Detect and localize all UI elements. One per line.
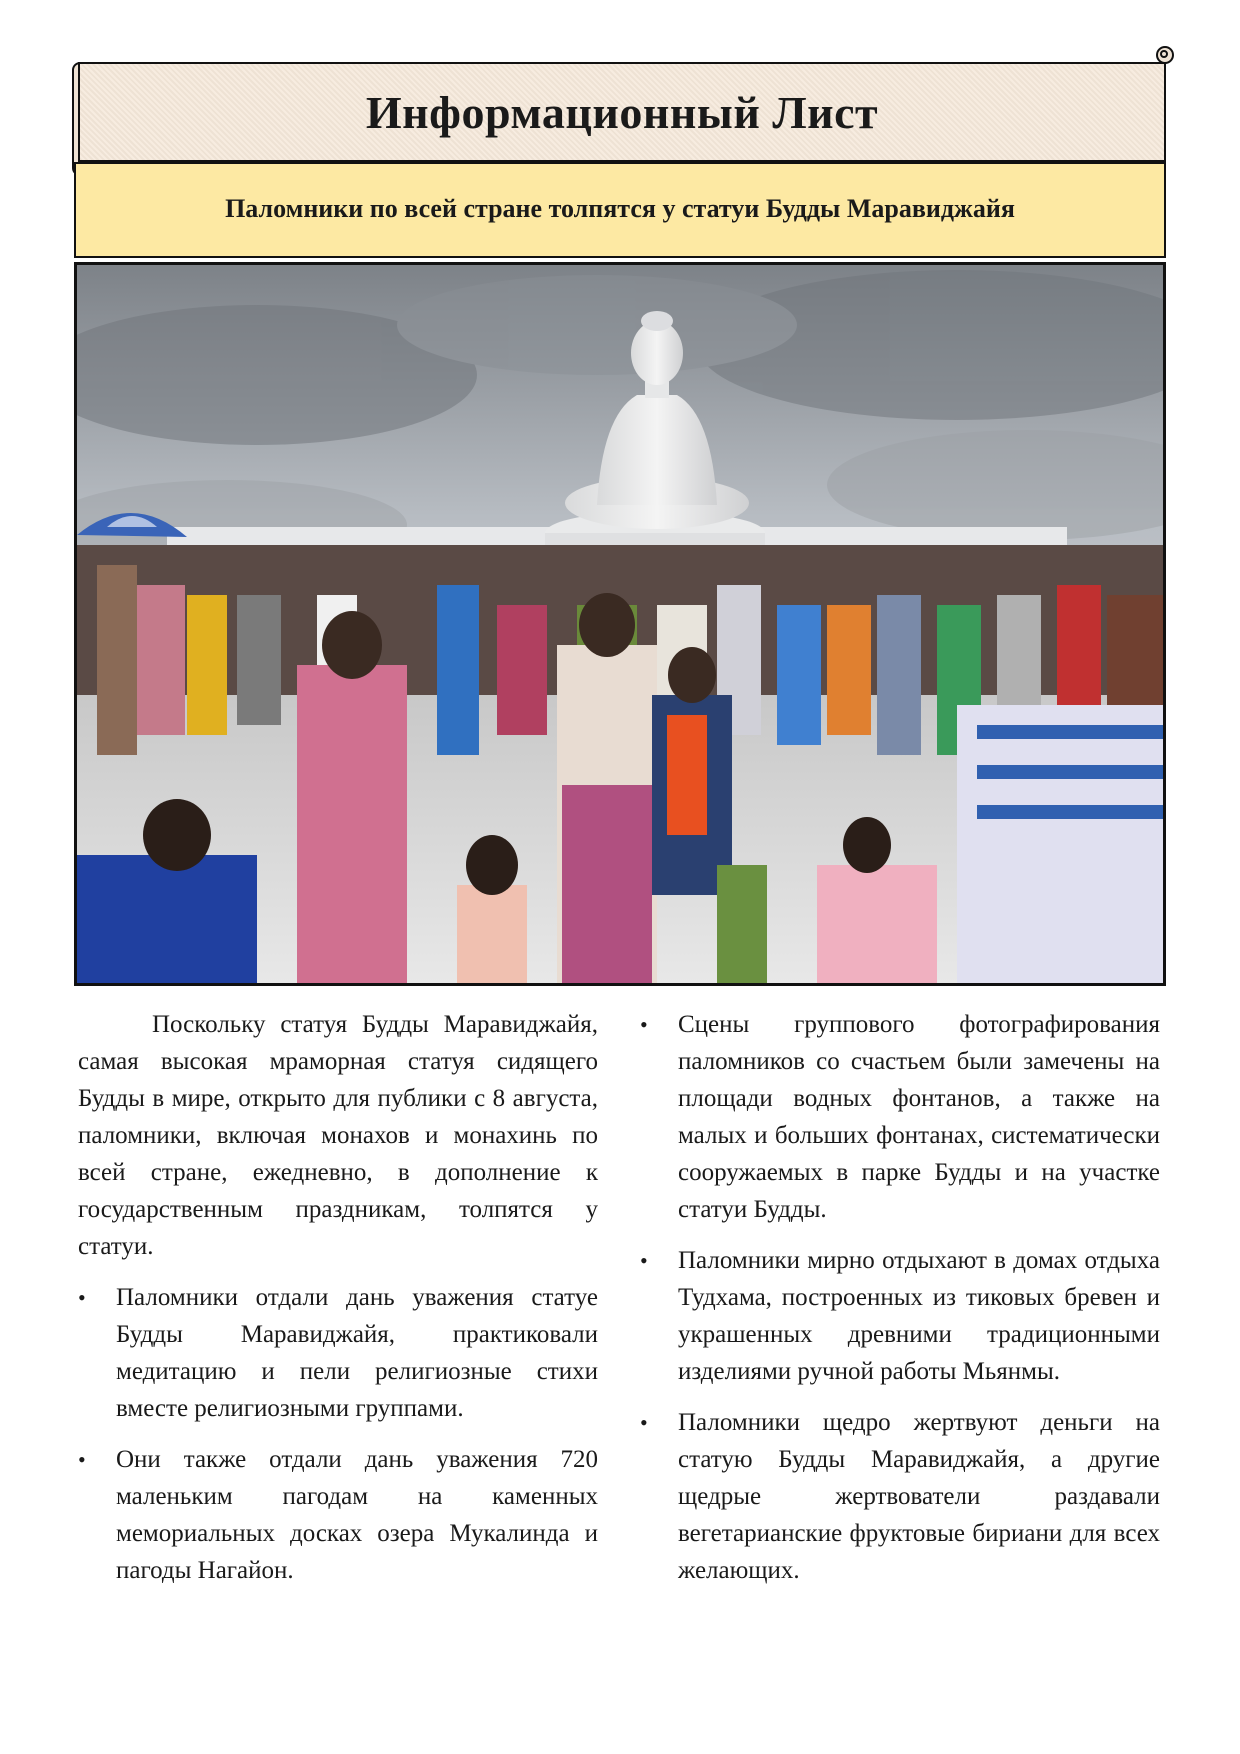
list-item-text: Паломники щедро жертвуют деньги на статую Будды Маравиджайя, а другие щедрые жертвователи раздавали вегетарианские фруктовые бириани для всех желающих. bbox=[678, 1409, 1160, 1584]
bullet-icon: • bbox=[640, 1410, 648, 1435]
list-item-text: Паломники отдали дань уважения статуе Будды Маравиджайя, практиковали медитацию и пели религиозные стихи вместе религиозными группами. bbox=[116, 1284, 598, 1422]
list-item bbox=[78, 1441, 598, 1589]
title-banner bbox=[78, 62, 1166, 162]
list-item-text: Паломники мирно отдыхают в домах отдыха Тудхама, построенных из тиковых бревен и украшенных древними традиционными изделиями ручной работы Мьянмы. bbox=[678, 1247, 1160, 1385]
right-bullet-list bbox=[640, 1006, 1160, 1589]
intro-paragraph: Поскольку статуя Будды Маравиджайя, самая высокая мраморная статуя сидящего Будды в мире, открыто для публики с 8 августа, паломники, включая монахов и монахинь по всей стране, ежедневно, в дополнение к государственным праздникам, толпятся у статуи. bbox=[78, 1011, 598, 1260]
bullet-icon: • bbox=[78, 1447, 86, 1472]
left-column bbox=[78, 1006, 598, 1603]
bullet-icon: • bbox=[640, 1012, 648, 1037]
bullet-icon: • bbox=[78, 1285, 86, 1310]
subtitle-box bbox=[74, 162, 1166, 258]
photo-illustration bbox=[77, 265, 1163, 983]
list-item bbox=[640, 1006, 1160, 1228]
right-column bbox=[640, 1006, 1160, 1603]
scroll-right-curl-inner bbox=[1160, 50, 1168, 58]
bullet-icon: • bbox=[640, 1248, 648, 1273]
list-item bbox=[640, 1404, 1160, 1589]
list-item bbox=[78, 1279, 598, 1427]
main-photo bbox=[74, 262, 1166, 986]
list-item-text: Они также отдали дань уважения 720 маленьким пагодам на каменных мемориальных досках озера Мукалинда и пагоды Нагайон. bbox=[116, 1446, 598, 1584]
page-subtitle: Паломники по всей стране толпятся у статуи Будды Маравиджайя bbox=[225, 194, 1015, 223]
left-bullet-list bbox=[78, 1279, 598, 1589]
page-title: Информационный Лист bbox=[365, 87, 879, 138]
list-item bbox=[640, 1242, 1160, 1390]
list-item-text: Сцены группового фотографирования паломников со счастьем были замечены на площади водных фонтанов, а также на малых и больших фонтанах, систематически сооружаемых в парке Будды и на участке статуи Будды. bbox=[678, 1011, 1160, 1223]
